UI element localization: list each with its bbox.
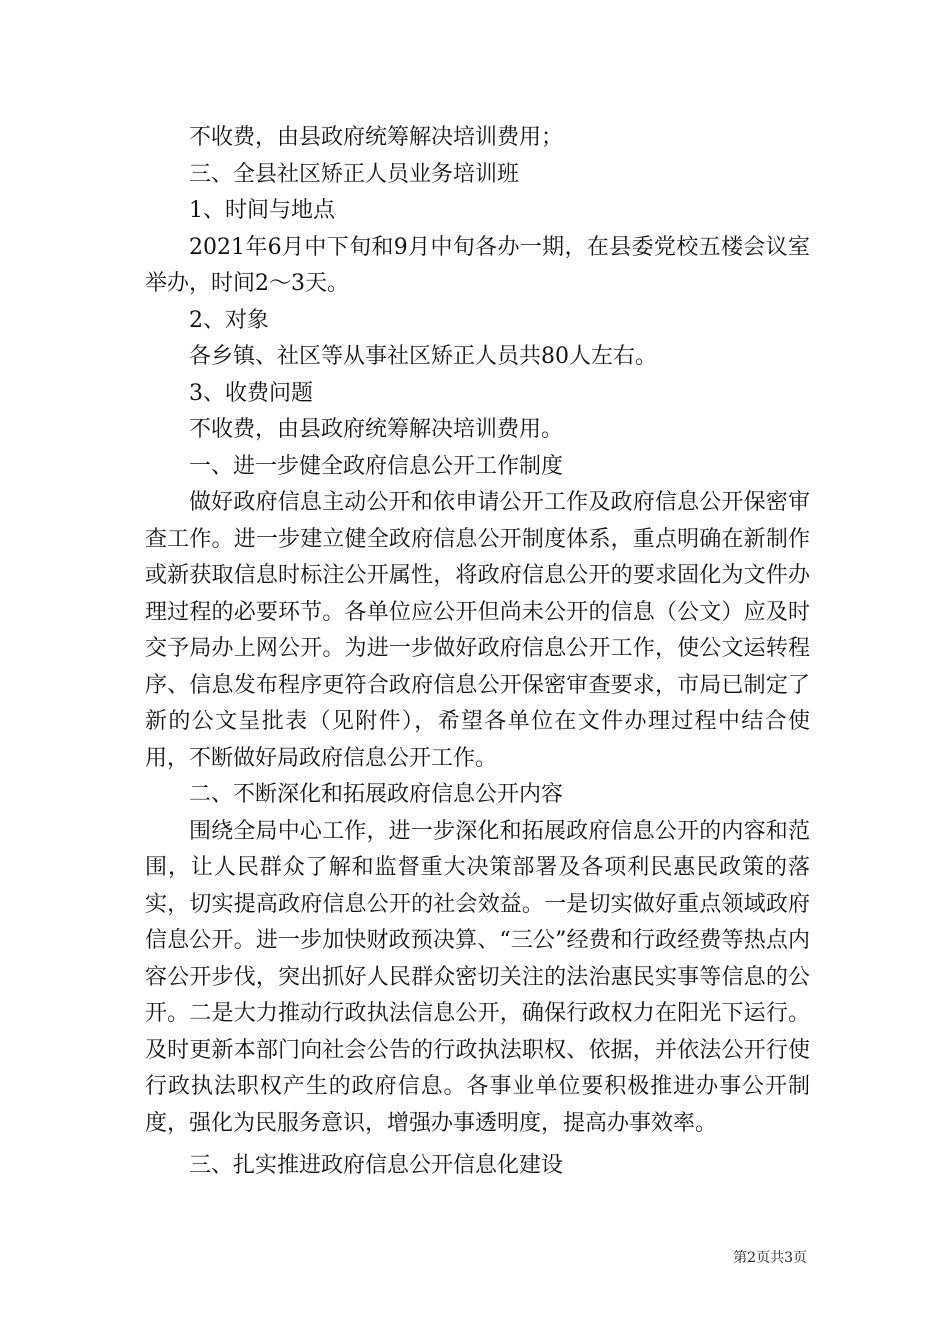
section-heading: 三、全县社区矫正人员业务培训班 [189,161,520,187]
paragraph: 不收费，由县政府统筹解决培训费用； [189,125,564,150]
paragraph: 不收费，由县政府统筹解决培训费用。 [189,417,564,442]
section-heading: 一、进一步健全政府信息公开工作制度 [189,453,564,479]
paragraph: 做好政府信息主动公开和依申请公开工作及政府信息公开保密审查工作。进一步建立健全政府信息公开制度体系，重点明确在新制作或新获取信息时标注公开属性，将政府信息公开的要求固化为文件办理过程的必要环节。各单位应公开但尚未公开的信息（公文）应及时交予局办上网公开。为进一步做好政府信息公开工作，使公文运转程序、信息发布程序更符合政府信息公开保密审查要求，市局已制定了新的公文呈批表（见附件），希望各单位在文件办理过程中结合使用，不断做好局政府信息公开工作。 [145,490,810,771]
subheading: 2、对象 [189,307,269,333]
paragraph: 各乡镇、社区等从事社区矫正人员共80人左右。 [189,344,657,369]
page-number: 第2页共3页 [733,1250,807,1266]
paragraph: 围绕全局中心工作，进一步深化和拓展政府信息公开的内容和范围，让人民群众了解和监督重大决策部署及各项利民惠民政策的落实，切实提高政府信息公开的社会效益。一是切实做好重点领域政府信息公开。进一步加快财政预决算、“三公”经费和行政经费等热点内容公开步伐，突出抓好人民群众密切关注的法治惠民实事等信息的公开。二是大力推动行政执法信息公开，确保行政权力在阳光下运行。及时更新本部门向社会公告的行政执法职权、依据，并依法公开行使行政执法职权产生的政府信息。各事业单位要积极推进办事公开制度，强化为民服务意识，增强办事透明度，提高办事效率。 [145,818,810,1136]
section-heading: 三、扎实推进政府信息公开信息化建设 [189,1153,564,1178]
paragraph: 2021年6月中下旬和9月中旬各办一期，在县委党校五楼会议室举办，时间2～3天。 [145,234,810,296]
subheading: 1、时间与地点 [189,198,335,223]
subheading: 3、收费问题 [189,380,313,406]
document-body [145,120,810,1185]
section-heading: 二、不断深化和拓展政府信息公开内容 [189,782,564,807]
